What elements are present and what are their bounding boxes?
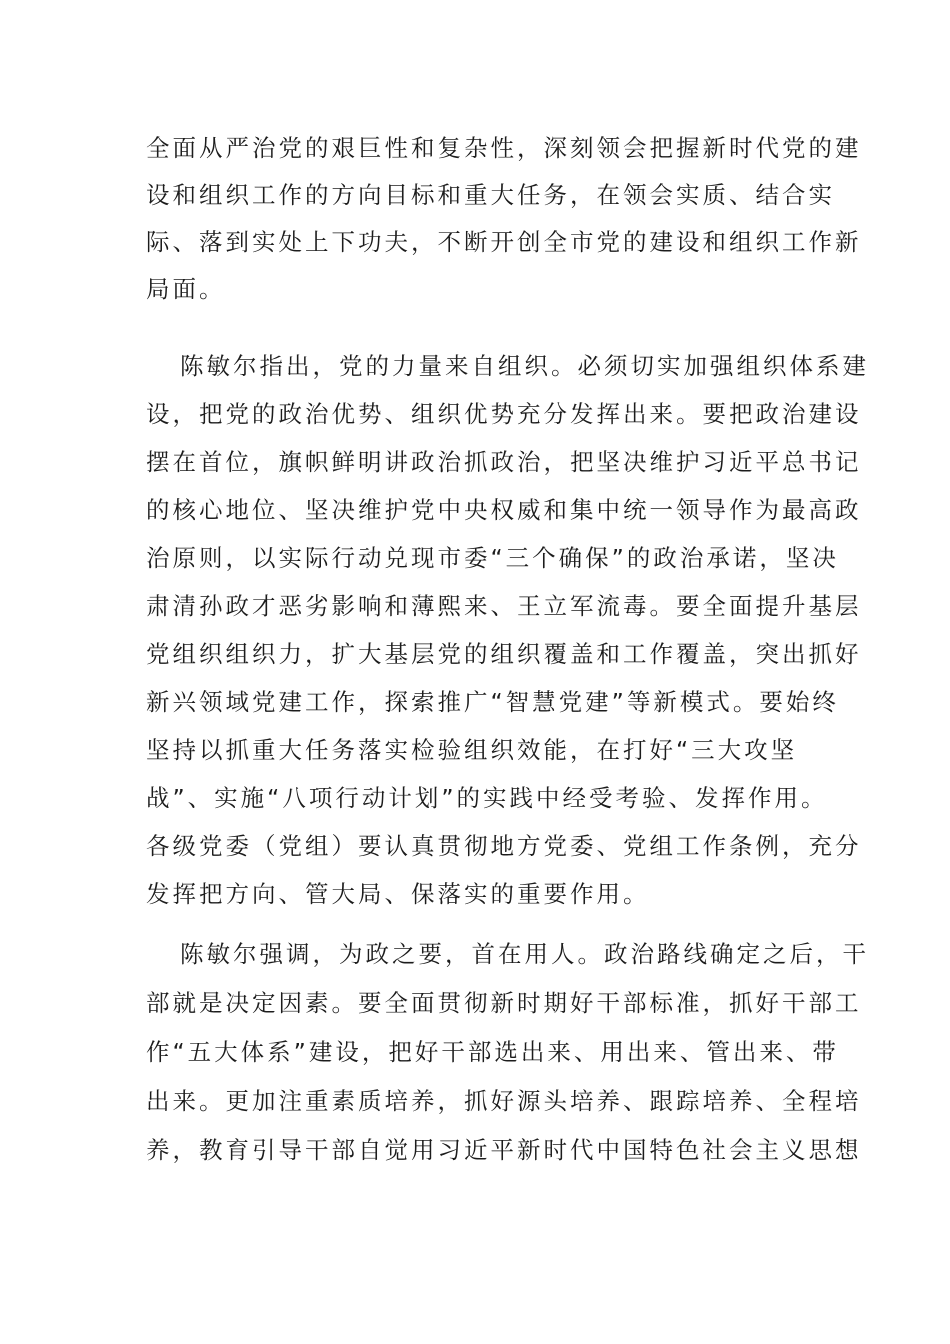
paragraph-line: 出来。更加注重素质培养，抓好源头培养、跟踪培养、全程培: [146, 1087, 862, 1115]
paragraph-line: 设和组织工作的方向目标和重大任务，在领会实质、结合实: [146, 181, 835, 209]
paragraph-line: 陈敏尔强调，为政之要，首在用人。政治路线确定之后，干: [180, 940, 869, 968]
paragraph-line: 陈敏尔指出，党的力量来自组织。必须切实加强组织体系建: [180, 352, 869, 380]
paragraph-line: 治原则，以实际行动兑现市委“三个确保”的政治承诺，坚决: [146, 544, 839, 572]
paragraph-line: 养，教育引导干部自觉用习近平新时代中国特色社会主义思想: [146, 1136, 862, 1164]
paragraph-line: 的核心地位、坚决维护党中央权威和集中统一领导作为最高政: [146, 496, 862, 524]
paragraph-line: 全面从严治党的艰巨性和复杂性，深刻领会把握新时代党的建: [146, 134, 862, 162]
paragraph-line: 各级党委（党组）要认真贯彻地方党委、党组工作条例，充分: [146, 832, 862, 860]
paragraph-2: [146, 350, 869, 910]
paragraph-line: 新兴领域党建工作，探索推广“智慧党建”等新模式。要始终: [146, 688, 839, 716]
paragraph-line: 战”、实施“八项行动计划”的实践中经受考验、发挥作用。: [146, 784, 828, 812]
paragraph-line: 局面。: [146, 275, 226, 303]
paragraph-line: 肃清孙政才恶劣影响和薄熙来、王立军流毒。要全面提升基层: [146, 592, 862, 620]
paragraph-line: 党组织组织力，扩大基层党的组织覆盖和工作覆盖，突出抓好: [146, 640, 862, 668]
paragraph-line: 设，把党的政治优势、组织优势充分发挥出来。要把政治建设: [146, 400, 862, 428]
paragraph-line: 作“五大体系”建设，把好干部选出来、用出来、管出来、带: [146, 1038, 839, 1066]
paragraph-line: 摆在首位，旗帜鲜明讲政治抓政治，把坚决维护习近平总书记: [146, 448, 862, 476]
paragraph-3: [146, 938, 869, 1166]
paragraph-line: 部就是决定因素。要全面贯彻新时期好干部标准，抓好干部工: [146, 989, 862, 1017]
paragraph-line: 发挥把方向、管大局、保落实的重要作用。: [146, 880, 650, 908]
paragraph-1: [146, 132, 862, 305]
paragraph-line: 坚持以抓重大任务落实检验组织效能，在打好“三大攻坚: [146, 736, 798, 764]
paragraph-line: 际、落到实处上下功夫，不断开创全市党的建设和组织工作新: [146, 228, 862, 256]
